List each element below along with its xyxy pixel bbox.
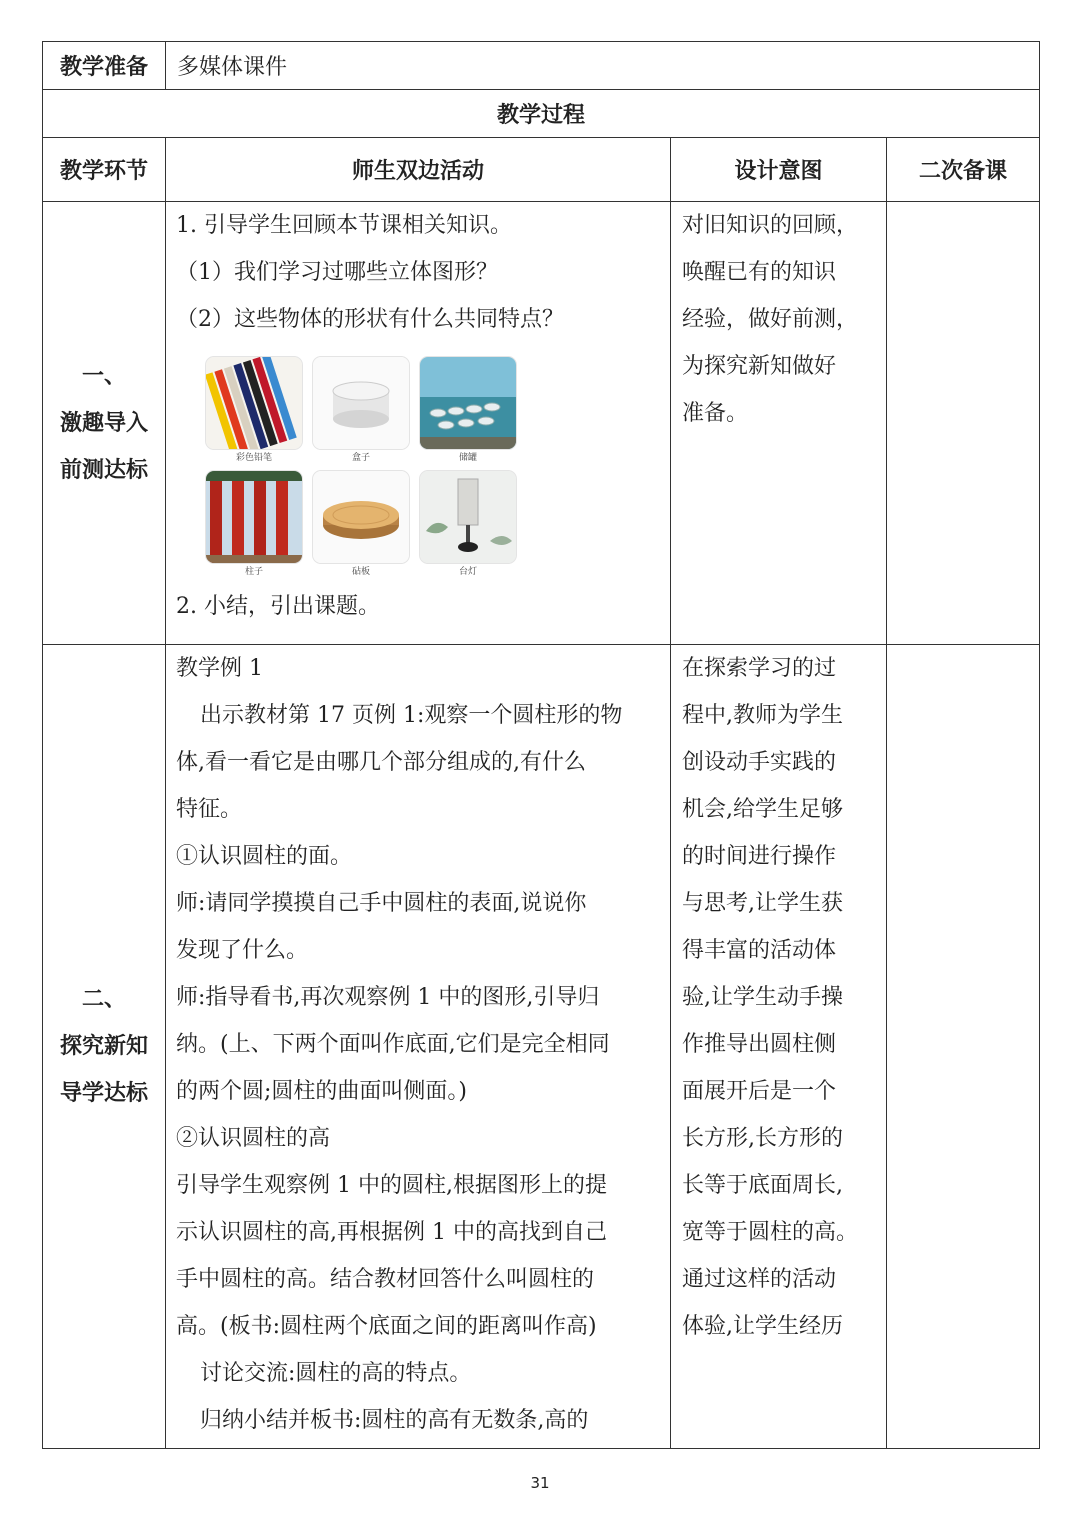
stage2-number: 二、 <box>81 987 126 1012</box>
stage2-revision-cell <box>887 645 1040 1449</box>
image-caption: 储罐 <box>458 453 477 463</box>
header-activity: 师生双边活动 <box>166 138 671 202</box>
stage2-activity-cell <box>166 645 671 1449</box>
stage1-revision-cell <box>887 202 1040 645</box>
stage2-activity-line: 发现了什么。 <box>176 938 309 963</box>
image-caption: 砧板 <box>351 567 370 577</box>
stage2-activity-line: 特征。 <box>176 797 243 822</box>
stage2-intent-line: 创设动手实践的 <box>682 750 837 775</box>
image-cutting-board <box>313 471 409 579</box>
prep-value: 多媒体课件 <box>177 55 288 80</box>
image-caption: 台灯 <box>458 567 477 577</box>
stage2-activity-line: 纳。(上、下两个面叫作底面,它们是完全相同 <box>176 1032 610 1057</box>
stage2-activity-line: 体,看一看它是由哪几个部分组成的,有什么 <box>176 750 586 775</box>
stage2-activity-line: 手中圆柱的高。结合教材回答什么叫圆柱的 <box>176 1267 595 1292</box>
stage2-intent-line: 作推导出圆柱侧 <box>682 1032 837 1057</box>
stage2-activity-line: 归纳小结并板书:圆柱的高有无数条,高的 <box>200 1408 589 1433</box>
stage1-name-line2: 前测达标 <box>59 457 148 483</box>
stage2-activity-line: ①认识圆柱的面。 <box>176 844 353 869</box>
stage2-activity-line: 的两个圆;圆柱的曲面叫侧面。) <box>176 1079 467 1104</box>
stage2-intent-line: 长等于底面周长, <box>682 1173 843 1198</box>
stage2-name-cell <box>43 645 166 1449</box>
image-colored-pencils <box>206 357 302 465</box>
header-revision: 二次备课 <box>887 138 1040 202</box>
stage2-intent-cell <box>671 645 887 1449</box>
stage1-intent-line: 唤醒已有的知识 <box>682 260 837 285</box>
stage1-activity-cell <box>166 202 671 645</box>
image-box <box>313 357 409 465</box>
stage2-name-line1: 探究新知 <box>59 1034 148 1059</box>
stage2-intent-line: 体验,让学生经历 <box>682 1314 843 1339</box>
image-caption: 柱子 <box>244 567 263 577</box>
image-pillars <box>206 471 302 579</box>
stage2-activity-line: 示认识圆柱的高,再根据例 1 中的高找到自己 <box>176 1220 607 1245</box>
cylinder-objects-gallery <box>206 357 662 579</box>
stage2-activity-line: 师:请同学摸摸自己手中圆柱的表面,说说你 <box>176 891 587 916</box>
stage2-activity-line: 出示教材第 17 页例 1:观察一个圆柱形的物 <box>200 703 623 728</box>
header-stage: 教学环节 <box>43 138 166 202</box>
stage1-intent-line: 为探究新知做好 <box>682 354 837 379</box>
process-title: 教学过程 <box>496 103 585 128</box>
prep-label: 教学准备 <box>59 55 148 80</box>
stage1-name-cell <box>43 202 166 645</box>
stage1-activity-line: （2）这些物体的形状有什么共同特点？ <box>176 307 564 332</box>
stage2-activity-line: 引导学生观察例 1 中的圆柱,根据图形上的提 <box>176 1173 607 1198</box>
process-title-cell <box>43 90 1040 138</box>
stage2-activity-line: 讨论交流:圆柱的高的特点。 <box>200 1361 472 1386</box>
image-table-lamp <box>420 471 516 579</box>
stage1-activity-line: 1. 引导学生回顾本节课相关知识。 <box>176 213 512 238</box>
stage1-activity-line: （1）我们学习过哪些立体图形？ <box>176 260 498 285</box>
image-caption: 彩色铅笔 <box>235 453 272 463</box>
header-intent: 设计意图 <box>671 138 887 202</box>
stage1-intent-line: 经验，做好前测， <box>682 307 859 332</box>
stage2-intent-line: 程中,教师为学生 <box>682 703 843 728</box>
stage2-intent-line: 与思考,让学生获 <box>682 891 843 916</box>
page-number: 31 <box>530 1474 550 1492</box>
stage2-intent-line: 长方形,长方形的 <box>682 1126 843 1151</box>
stage1-intent-line: 准备。 <box>682 401 749 426</box>
stage2-activity-line: 教学例 1 <box>176 656 263 681</box>
stage1-name-line1: 激趣导入 <box>59 410 148 436</box>
stage2-activity-line: ②认识圆柱的高 <box>176 1126 331 1151</box>
prep-label-cell <box>43 42 166 90</box>
stage2-intent-line: 通过这样的活动 <box>682 1267 837 1292</box>
image-caption: 盒子 <box>351 453 370 463</box>
stage1-summary: 2. 小结，引出课题。 <box>176 594 380 619</box>
stage1-intent-cell <box>671 202 887 645</box>
stage1-intent-line: 对旧知识的回顾， <box>682 213 859 238</box>
stage2-activity-line: 高。(板书:圆柱两个底面之间的距离叫作高) <box>176 1314 597 1339</box>
stage2-name-line2: 导学达标 <box>59 1081 148 1106</box>
stage2-intent-line: 宽等于圆柱的高。 <box>682 1220 859 1245</box>
prep-value-cell <box>166 42 1040 90</box>
stage2-intent-line: 的时间进行操作 <box>682 844 837 869</box>
lesson-plan-table <box>42 41 1040 1449</box>
stage2-intent-line: 验,让学生动手操 <box>682 985 843 1010</box>
stage2-activity-line: 师:指导看书,再次观察例 1 中的图形,引导归 <box>176 985 600 1010</box>
stage2-intent-line: 得丰富的活动体 <box>682 938 837 963</box>
stage2-intent-line: 机会,给学生足够 <box>682 797 843 822</box>
stage2-intent-line: 面展开后是一个 <box>682 1079 837 1104</box>
stage1-number: 一、 <box>81 363 126 389</box>
image-storage-tanks <box>420 357 516 465</box>
stage2-intent-line: 在探索学习的过 <box>682 656 837 681</box>
